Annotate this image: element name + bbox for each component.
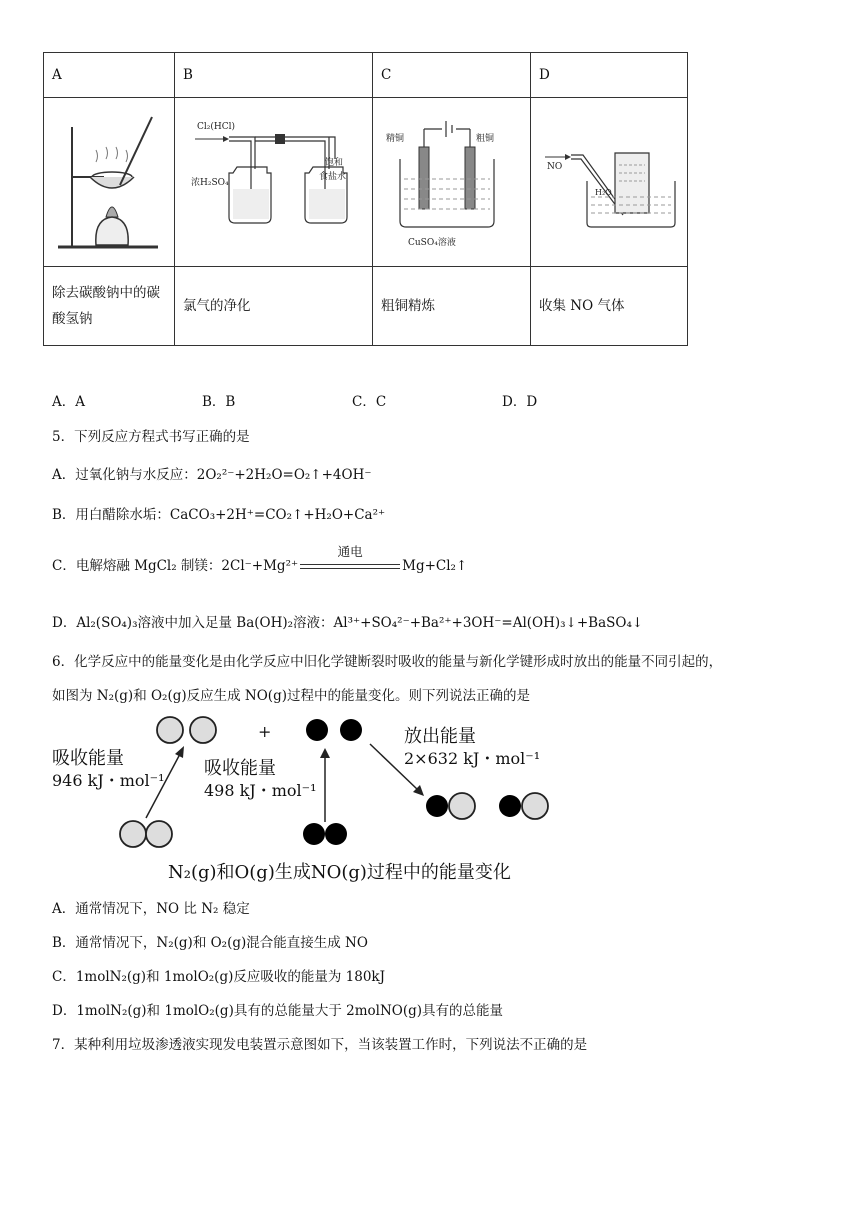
q4-option-d[interactable]: D．D xyxy=(502,394,538,410)
table-header-row xyxy=(44,53,688,98)
q4-option-c[interactable]: C．C xyxy=(352,394,387,410)
table-description-row xyxy=(44,267,688,346)
n-atom-1 xyxy=(157,717,183,743)
svg-text:NO: NO xyxy=(547,162,563,172)
absorb-energy-title-1: 吸收能量 xyxy=(52,748,124,769)
svg-text:CuSO₄溶液: CuSO₄溶液 xyxy=(407,238,456,248)
water-displacement-figure xyxy=(539,107,679,257)
q6-option-d[interactable]: D．1molN₂(g)和 1molO₂(g)具有的总能量大于 2molNO(g)具有的总能量 xyxy=(52,1003,504,1019)
figure-a-heating-apparatus xyxy=(44,98,175,267)
svg-text:食盐水: 食盐水 xyxy=(318,172,346,182)
q4-option-b[interactable]: B．B xyxy=(202,394,236,410)
absorb-energy-title-2: 吸收能量 xyxy=(204,758,276,779)
equals-bar xyxy=(300,564,400,569)
header-cell-d: D xyxy=(531,53,688,98)
n2-molecule-atom-2 xyxy=(146,821,172,847)
q5-option-c[interactable] xyxy=(52,544,468,574)
q6-stem-line1: 6．化学反应中的能量变化是由化学反应中旧化学键断裂时吸收的能量与新化学键形成时放出的能量不同引起的， xyxy=(52,654,723,670)
q6-stem-line2: 如图为 N₂(g)和 O₂(g)反应生成 NO(g)过程中的能量变化。则下列说法正确的是 xyxy=(52,688,530,704)
absorb-energy-value-2: 498 kJ・mol⁻¹ xyxy=(204,781,317,800)
q5-option-a[interactable]: A．过氧化钠与水反应：2O₂²⁻+2H₂O=O₂↑+4OH⁻ xyxy=(52,467,372,483)
svg-text:粗铜: 粗铜 xyxy=(475,134,494,144)
plus-sign: + xyxy=(258,722,272,741)
figure-b-gas-washing xyxy=(175,98,373,267)
header-cell-c: C xyxy=(373,53,531,98)
n2-molecule-atom-1 xyxy=(120,821,146,847)
n-atom-2 xyxy=(190,717,216,743)
no-molecule-1-o xyxy=(426,795,448,817)
figure-c-electrolysis xyxy=(373,98,531,267)
svg-text:Cl₂(HCl): Cl₂(HCl) xyxy=(196,122,235,132)
svg-text:H₂O: H₂O xyxy=(595,188,612,197)
description-a: 除去碳酸钠中的碳酸氢钠 xyxy=(44,267,175,346)
q5-option-c-suffix: Mg+Cl₂↑ xyxy=(402,558,468,574)
release-energy-value: 2×632 kJ・mol⁻¹ xyxy=(404,749,541,768)
q6-option-b[interactable]: B．通常情况下，N₂(g)和 O₂(g)混合能直接生成 NO xyxy=(52,935,368,951)
description-d: 收集 NO 气体 xyxy=(531,267,688,346)
svg-text:饱和: 饱和 xyxy=(324,158,343,168)
q5-stem: 5．下列反应方程式书写正确的是 xyxy=(52,429,250,445)
electrolytic-cell-figure xyxy=(382,107,522,257)
q4-option-a[interactable]: A．A xyxy=(52,394,85,410)
evaporating-dish-figure xyxy=(54,107,164,257)
diagram-caption: N₂(g)和O(g)生成NO(g)过程中的能量变化 xyxy=(168,862,511,883)
table-figure-row xyxy=(44,98,688,267)
svg-text:精铜: 精铜 xyxy=(385,134,404,144)
q6-option-a[interactable]: A．通常情况下，NO 比 N₂ 稳定 xyxy=(52,901,250,917)
gas-washing-bottles-figure xyxy=(189,107,359,257)
absorb-energy-value-1: 946 kJ・mol⁻¹ xyxy=(52,771,165,790)
q5-option-c-prefix: C．电解熔融 MgCl₂ 制镁：2Cl⁻+Mg²⁺ xyxy=(52,558,299,574)
o-atom-2 xyxy=(340,719,362,741)
electrolysis-condition xyxy=(298,544,402,574)
q7-stem: 7．某种利用垃圾渗透液实现发电装置示意图如下，当该装置工作时，下列说法不正确的是 xyxy=(52,1037,588,1053)
arrowhead-n2 xyxy=(175,746,184,758)
no-molecule-1-n xyxy=(449,793,475,819)
release-energy-title: 放出能量 xyxy=(404,726,476,747)
energy-change-diagram xyxy=(48,710,568,890)
svg-text:浓H₂SO₄: 浓H₂SO₄ xyxy=(190,178,229,188)
o-atom-1 xyxy=(306,719,328,741)
arrowhead-o2 xyxy=(320,748,330,758)
description-b: 氯气的净化 xyxy=(175,267,373,346)
figure-d-gas-collection xyxy=(531,98,688,267)
o2-molecule-atom-1 xyxy=(303,823,325,845)
header-cell-a: A xyxy=(44,53,175,98)
no-molecule-2-n xyxy=(522,793,548,819)
header-cell-b: B xyxy=(175,53,373,98)
q6-option-c[interactable]: C．1molN₂(g)和 1molO₂(g)反应吸收的能量为 180kJ xyxy=(52,969,385,985)
o2-molecule-atom-2 xyxy=(325,823,347,845)
no-molecule-2-o xyxy=(499,795,521,817)
q5-option-b[interactable]: B．用白醋除水垢：CaCO₃+2H⁺=CO₂↑+H₂O+Ca²⁺ xyxy=(52,507,386,523)
condition-label: 通电 xyxy=(337,544,363,559)
q5-option-d[interactable]: D．Al₂(SO₄)₃溶液中加入足量 Ba(OH)₂溶液：Al³⁺+SO₄²⁻+Ba²⁺+3OH⁻=Al(OH)₃↓+BaSO₄↓ xyxy=(52,615,644,631)
description-c: 粗铜精炼 xyxy=(373,267,531,346)
experiment-table xyxy=(43,52,688,346)
